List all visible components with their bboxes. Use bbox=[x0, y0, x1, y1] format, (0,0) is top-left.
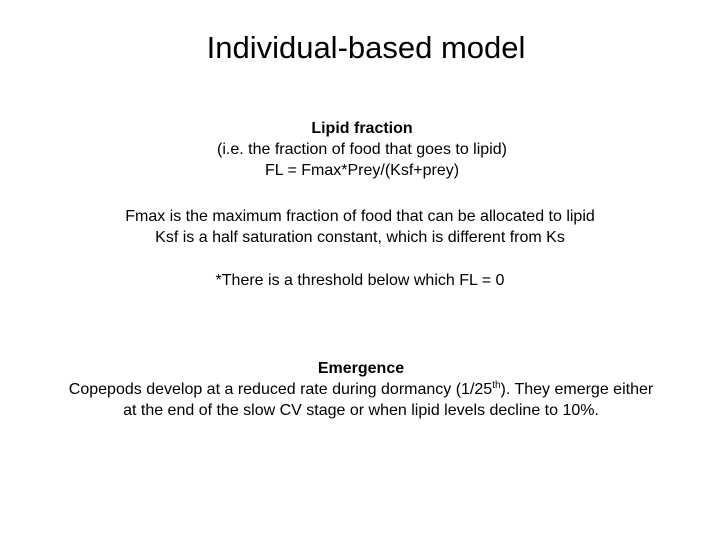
lipid-fraction-formula: FL = Fmax*Prey/(Ksf+prey) bbox=[264, 162, 460, 179]
threshold-note bbox=[0, 270, 720, 291]
emergence-heading: Emergence bbox=[317, 360, 405, 377]
threshold-text: *There is a threshold below which FL = 0 bbox=[215, 272, 505, 289]
ordinal-suffix: th bbox=[492, 380, 501, 391]
ksf-definition: Ksf is a half saturation constant, which is different from Ks bbox=[155, 229, 565, 246]
fmax-definition: Fmax is the maximum fraction of food that can be allocated to lipid bbox=[125, 208, 595, 225]
emergence-section bbox=[1, 358, 720, 421]
slide-title: Individual-based model bbox=[206, 30, 526, 65]
lipid-fraction-heading: Lipid fraction bbox=[311, 120, 413, 137]
emergence-line-1-text: Copepods develop at a reduced rate during dormancy (1/25 bbox=[68, 381, 493, 398]
emergence-line-2: at the end of the slow CV stage or when lipid levels decline to 10%. bbox=[123, 402, 599, 419]
emergence-line-1 bbox=[1, 379, 720, 400]
definitions-section bbox=[0, 206, 720, 248]
emergence-line-1-tail: ). They emerge either bbox=[500, 381, 654, 398]
lipid-fraction-section bbox=[2, 118, 720, 181]
lipid-fraction-description: (i.e. the fraction of food that goes to lipid) bbox=[217, 141, 507, 158]
